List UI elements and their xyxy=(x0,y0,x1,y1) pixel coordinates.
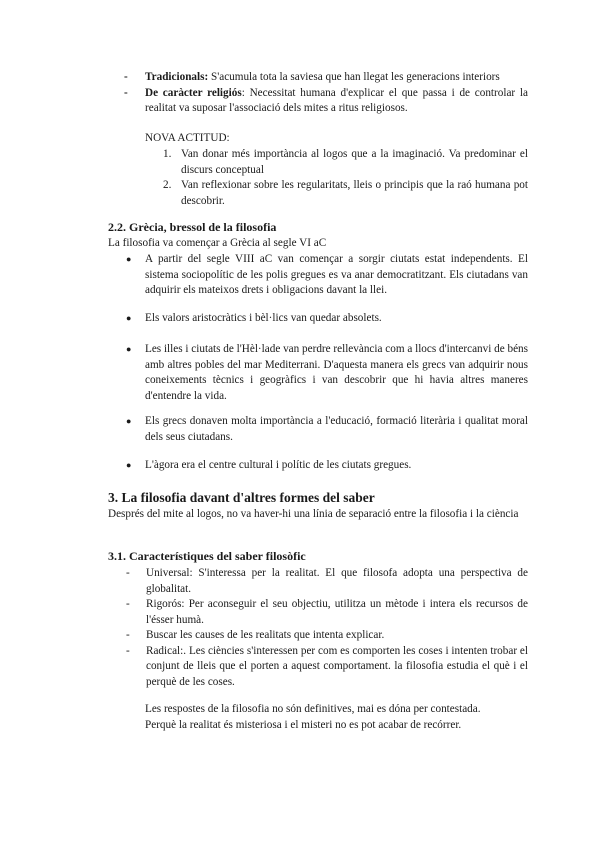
list-item-text: : Necessitat humana d'explicar el que passa i de controlar la realitat va suposar l'associació dels mites a ritus religiosos. xyxy=(145,86,528,114)
numbered-list xyxy=(163,147,528,209)
number-marker: 2. xyxy=(163,179,172,191)
list-item-term: De caràcter religiós xyxy=(145,86,242,99)
section-3-intro: Després del mite al logos, no va haver-hi una línia de separació entre la filosofia i la ciència xyxy=(108,508,519,520)
bullet-icon: ● xyxy=(126,344,132,354)
bullet-text: Els valors aristocràtics i bèl·lics van quedar absolets. xyxy=(145,312,382,324)
list-item-text: S'acumula tota la saviesa que han llegat les generacions interiors xyxy=(208,71,500,83)
list-marker: - xyxy=(126,629,130,641)
section-2-2-intro: La filosofia va començar a Grècia al segle VI aC xyxy=(108,237,327,249)
bullet-icon: ● xyxy=(126,460,132,470)
list-marker: - xyxy=(126,598,130,610)
numbered-item xyxy=(163,178,528,209)
closing-line: Perquè la realitat és misteriosa i el misteri no es pot acabar de recórrer. xyxy=(145,718,462,731)
numbered-item xyxy=(163,147,528,178)
list-item-text: Universal: S'interessa per la realitat. El que filosofa adopta una perspectiva de globalitat. xyxy=(146,567,528,595)
closing-paragraph xyxy=(145,702,528,733)
section-heading-3: 3. La filosofia davant d'altres formes del saber xyxy=(108,490,375,505)
section-heading-2-2: 2.2. Grècia, bressol de la filosofia xyxy=(108,220,277,234)
section-heading-3-1: 3.1. Característiques del saber filosòfic xyxy=(108,549,306,563)
bullet-icon: ● xyxy=(126,254,132,264)
numbered-item-text: Van donar més importància al logos que a la imaginació. Va predominar el discurs conceptual xyxy=(181,148,528,176)
bullet-icon: ● xyxy=(126,416,132,426)
bullet-text: L'àgora era el centre cultural i polític de les ciutats gregues. xyxy=(145,459,412,471)
bullet-text: Els grecs donaven molta importància a l'educació, formació literària i qualitat moral dels seus ciutadans. xyxy=(145,415,528,443)
list-item xyxy=(126,628,528,644)
bullet-item xyxy=(126,414,528,445)
list-item-text: Buscar les causes de les realitats que intenta explicar. xyxy=(146,629,385,641)
characteristics-list xyxy=(126,566,528,690)
bullet-text: A partir del segle VIII aC van començar a sorgir ciutats estat independents. El sistema sociopolític de les polis gregues es va anar democratitzant. Els ciutadans van adquirir els mateixos drets i obligacions davant la llei. xyxy=(145,253,528,296)
bullet-text: Les illes i ciutats de l'Hèl·lade van perdre rellevància com a llocs d'intercanvi de béns amb altres pobles del mar Mediterrani. D'aquesta manera els grecs van adquirir nous coneixements tècnics i geogràfics i van descobrir que hi havia altres maneres d'entendre la vida. xyxy=(145,343,529,402)
list-item xyxy=(126,644,528,691)
bullet-item xyxy=(126,311,528,327)
list-marker: - xyxy=(126,567,130,579)
list-marker: - xyxy=(124,86,128,99)
list-marker: - xyxy=(124,71,128,83)
list-item xyxy=(124,70,528,86)
closing-line: Les respostes de la filosofia no són definitives, mai es dóna per contestada. xyxy=(145,703,481,715)
numbered-item-text: Van reflexionar sobre les regularitats, lleis o principis que la raó humana pot descobrir. xyxy=(181,179,528,207)
nova-actitud-subheading: NOVA ACTITUD: xyxy=(145,132,230,144)
list-item-text: Rigorós: Per aconseguir el seu objectiu, utilitza un mètode i intera els recursos de l'ésser humà. xyxy=(146,598,528,626)
list-item xyxy=(126,597,528,628)
bullet-item xyxy=(126,458,528,474)
list-item-text: Radical:. Les ciències s'interessen per com es comporten les coses i intenten trobar el conjunt de lleis que el porten a aquest comportament. la filosofia estudia el què i el perquè de les coses. xyxy=(146,644,528,688)
bullet-item xyxy=(126,252,528,299)
list-item-term: Tradicionals: xyxy=(145,71,209,83)
bullet-icon: ● xyxy=(126,313,132,323)
list-marker: - xyxy=(126,644,130,657)
number-marker: 1. xyxy=(163,148,172,160)
list-item xyxy=(124,86,528,117)
bullet-item xyxy=(126,342,529,404)
list-item xyxy=(126,566,528,597)
top-dash-list xyxy=(124,70,528,117)
